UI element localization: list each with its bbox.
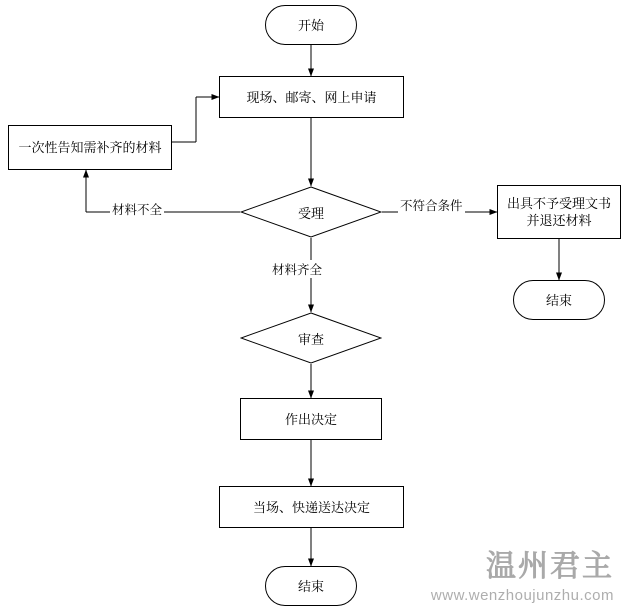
node-start-label: 开始 <box>297 17 324 33</box>
edge-label-not-qualified: 不符合条件 <box>398 196 465 214</box>
node-apply-label: 现场、邮寄、网上申请 <box>246 89 377 105</box>
node-apply <box>219 76 404 118</box>
node-deliver-label: 当场、快递送达决定 <box>252 499 370 515</box>
node-notify <box>8 125 172 170</box>
node-accept <box>240 186 382 238</box>
watermark-main-text: 温州君主 <box>486 550 614 583</box>
node-end-reject-label: 结束 <box>545 292 572 308</box>
node-deliver <box>219 486 404 528</box>
node-end-main <box>265 566 357 606</box>
edge-label-complete: 材料齐全 <box>270 260 324 278</box>
edge-label-incomplete: 材料不全 <box>110 200 164 218</box>
node-decide <box>240 398 382 440</box>
node-notify-label: 一次性告知需补齐的材料 <box>18 140 162 155</box>
watermark-url-text: www.wenzhoujunzhu.com <box>430 587 614 604</box>
node-review-label: 审查 <box>297 331 324 347</box>
node-reject-label: 出具不予受理文书并退还材料 <box>506 196 611 228</box>
node-end-main-label: 结束 <box>297 578 324 594</box>
node-accept-label: 受理 <box>297 205 324 221</box>
node-end-reject <box>513 280 605 320</box>
node-start <box>265 5 357 45</box>
node-reject <box>497 185 621 239</box>
node-decide-label: 作出决定 <box>284 411 337 427</box>
node-review <box>240 312 382 364</box>
watermark <box>431 541 614 604</box>
